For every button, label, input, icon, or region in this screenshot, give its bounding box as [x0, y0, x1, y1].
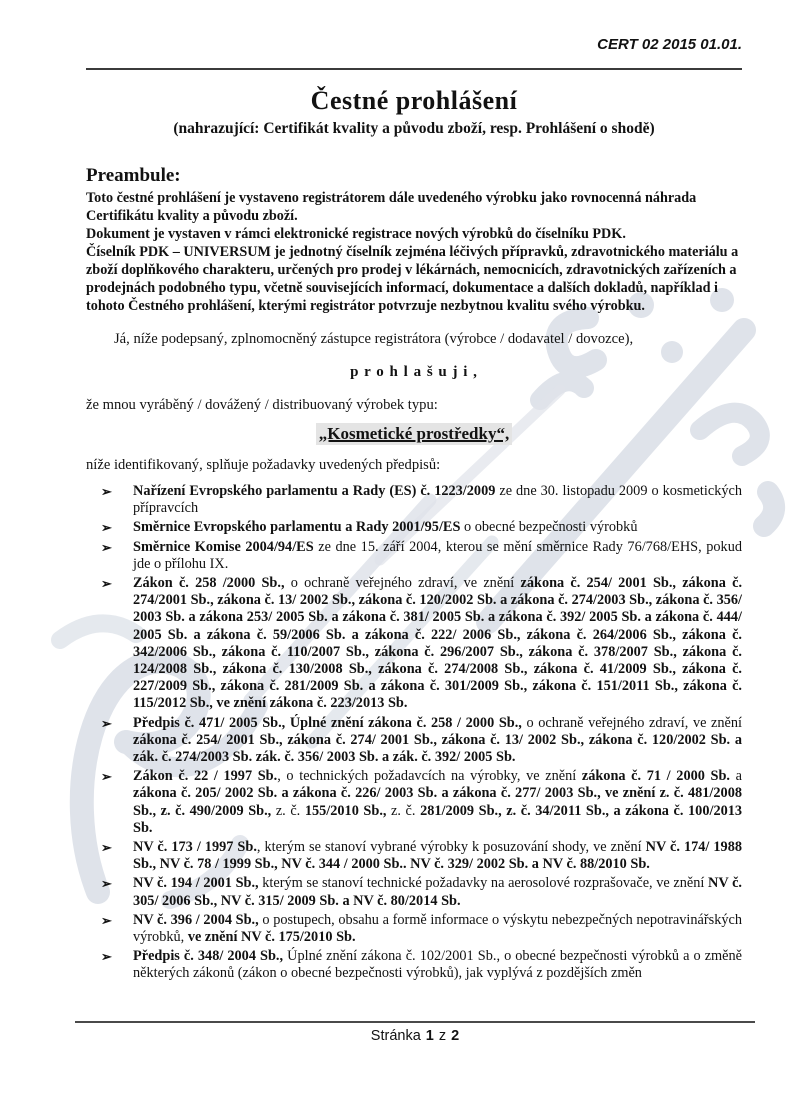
regulation-citation: Směrnice Evropského parlamentu a Rady 2001/95/ES — [133, 519, 461, 536]
regulation-item — [86, 948, 742, 982]
regulation-item — [86, 768, 742, 837]
regulation-item — [86, 912, 742, 946]
regulation-description: o obecné bezpečnosti výrobků — [460, 519, 638, 536]
regulation-citation: NV č. 173 / 1997 Sb. — [133, 839, 257, 856]
bullet-arrow-icon: ➢ — [101, 769, 112, 785]
regulation-citation: NV č. 174/ 1988 Sb., NV č. 78 / 1999 Sb., NV č. 344 / 2000 Sb.. NV č. 329/ 2002 Sb. a NV č. 88/2010 Sb. — [133, 839, 743, 873]
regulation-description: o ochraně veřejného zdraví, ve znění — [521, 714, 742, 731]
total-page-number: 2 — [451, 1028, 460, 1044]
regulation-description: kterým se stanoví technické požadavky na aerosolové rozprašovače, ve znění — [258, 875, 709, 892]
regulation-citation: Nařízení Evropského parlamentu a Rady (ES) č. 1223/2009 — [133, 483, 496, 499]
regulations-list — [86, 483, 742, 983]
regulation-description: z. č. — [271, 802, 305, 819]
regulation-citation: Zákon č. 22 / 1997 Sb. — [133, 768, 278, 785]
regulation-description: a — [730, 768, 743, 785]
regulation-description: , kterým se stanoví vybrané výrobky k posuzování shody, ve znění — [256, 839, 646, 856]
regulation-item — [86, 519, 742, 536]
document-title: Čestné prohlášení — [310, 86, 518, 115]
bullet-arrow-icon: ➢ — [101, 576, 112, 592]
page-word: Stránka — [370, 1028, 421, 1044]
page-footer — [75, 1021, 755, 1046]
regulation-description: ze dne 15. září 2004, kterou se mění směrnice Rady 76/768/EHS, pokud jde o přílohu IX. — [133, 538, 742, 572]
regulation-citation: Předpis č. 348/ 2004 Sb., — [133, 948, 284, 965]
regulation-item — [86, 483, 742, 517]
regulation-description: o postupech, obsahu a formě informace o výskytu nebezpečných nepotravinářských výrobků, — [133, 911, 743, 946]
product-name-wrap — [86, 423, 742, 445]
regulation-item — [86, 839, 742, 873]
bullet-arrow-icon: ➢ — [101, 876, 112, 892]
regulation-description: ze dne 30. listopadu 2009 o kosmetických přípravcích — [133, 483, 742, 517]
regulation-citation: zákona č. 254/ 2001 Sb., zákona č. 274/2001 Sb., zákona č. 13/ 2002 Sb., zákona č. 120/2002 Sb. a zákona č. 274/2003 Sb., zákona č. 356/ 2003 Sb. a zákona 253/ 2005 Sb. a zákona č. 381/ 2005 Sb. a zákona č. 392/ 2005 Sb. a zákona č. 444/ 2005 Sb. a zákona č. 59/2006 Sb. a zákona č. 222/ 2006 Sb., zákona č. 264/2006 Sb., zákona č. 342/2006 Sb., zákona č. 110/2007 Sb., zákona č. 296/2007 Sb., zákona č. 378/2007 Sb., zákona č. 124/2008 Sb., zákona č. 130/2008 Sb., zákona č. 274/2008 Sb., zákona č. 41/2009 Sb., zákona č. 227/2009 Sb., zákona č. 281/2009 Sb. a zákona č. 301/2009 Sb., zákona č. 151/2011 Sb., zákona č. 115/2012 Sb., ve znění zákona č. 223/2013 Sb. — [133, 575, 743, 712]
preamble-paragraph: Dokument je vystaven v rámci elektronické registrace nových výrobků do číselníku PDK. — [86, 226, 626, 242]
bullet-arrow-icon: ➢ — [101, 715, 112, 731]
regulation-citation: 281/2009 Sb., z. č. 34/2011 Sb., a zákona č. 100/2013 Sb. — [133, 802, 743, 836]
regulation-description: , o technických požadavcích na výrobky, ve znění — [277, 768, 582, 785]
regulation-citation: Směrnice Komise 2004/94/ES — [133, 538, 314, 555]
regulation-description: Úplné znění zákona č. 102/2001 Sb., o obecné bezpečnosti výrobků a o změně některých zákonů (zákon o obecné bezpečnosti výrobků), jak vyplývá z pozdějších změn — [133, 948, 742, 982]
declaration-word: p r o h l a š u j i , — [350, 364, 478, 380]
regulation-citation: 155/2010 Sb., — [304, 802, 387, 819]
regulation-description: z. č. — [386, 802, 421, 819]
regulation-citation: ve znění NV č. 175/2010 Sb. — [187, 929, 356, 946]
bullet-arrow-icon: ➢ — [101, 539, 112, 555]
declaration-intro: Já, níže podepsaný, zplnomocněný zástupce registrátora (výrobce / dodavatel / dovozce), — [114, 331, 634, 347]
regulation-citation: Zákon č. 258 /2000 Sb., — [133, 575, 285, 592]
regulation-citation: NV č. 305/ 2006 Sb., NV č. 315/ 2009 Sb. a NV č. 80/2014 Sb. — [133, 875, 742, 909]
bullet-arrow-icon: ➢ — [101, 484, 112, 499]
preamble-paragraph: Toto čestné prohlášení je vystaveno registrátorem dále uvedeného výrobku jako rovnocenná náhrada Certifikátu kvality a původu zboží. — [86, 190, 697, 224]
regulation-citation: Předpis č. 471/ 2005 Sb., Úplné znění zákona č. 258 / 2000 Sb., — [133, 714, 522, 731]
regulation-item — [86, 575, 742, 713]
product-type-line: že mnou vyráběný / dovážený / distribuovaný výrobek typu: — [86, 397, 438, 413]
regulation-citation: zákona č. 254/ 2001 Sb., zákona č. 274/ 2001 Sb., zákona č. 13/ 2002 Sb., zákona č. 120/2002 Sb. a zák. č. 274/2003 Sb. zák. č. 356/ 2003 Sb. a zák. č. 392/ 2005 Sb. — [133, 731, 742, 766]
regulation-citation: NV č. 396 / 2004 Sb., — [133, 911, 259, 928]
regulation-citation: zákona č. 205/ 2002 Sb. a zákona č. 226/ 2003 Sb. a zákona č. 277/ 2003 Sb., ve znění z. č. 481/2008 Sb., z. č. 490/2009 Sb., — [133, 785, 742, 819]
preamble-paragraph: Číselník PDK – UNIVERSUM je jednotný číselník zejména léčivých přípravků, zdravotnického materiálu a zboží doplňkového charakteru, určených pro prodej v lékárnách, nemocnicích, zdravotnických zařízeních a prodejnách podobného typu, včetně souvisejících informací, dokumentace a dalších dokladů, například i tohoto Čestného prohlášení, kterými registrátor potvrzuje nezbytnou kvalitu svého výrobku. — [86, 244, 739, 314]
compliance-line: níže identifikovaný, splňuje požadavky uvedených předpisů: — [86, 457, 441, 473]
footer-rule — [75, 1021, 755, 1023]
document-code: CERT 02 2015 01.01. — [597, 36, 742, 53]
header-rule — [86, 68, 742, 70]
bullet-arrow-icon: ➢ — [101, 912, 112, 928]
page-number-label — [371, 1026, 459, 1046]
bullet-arrow-icon: ➢ — [101, 949, 112, 965]
regulation-item — [86, 539, 742, 573]
regulation-citation: NV č. 194 / 2001 Sb., — [133, 875, 259, 892]
preamble-heading: Preambule: — [86, 165, 181, 186]
regulation-item — [86, 875, 742, 909]
regulation-item — [86, 715, 742, 767]
bullet-arrow-icon: ➢ — [101, 520, 112, 536]
current-page-number: 1 — [425, 1028, 434, 1044]
regulation-citation: zákona č. 71 / 2000 Sb. — [581, 768, 731, 785]
document-subtitle: (nahrazující: Certifikát kvality a původu zboží, resp. Prohlášení o shodě) — [173, 120, 655, 137]
of-word: z — [438, 1028, 447, 1044]
product-name-highlight: „Kosmetické prostředky“, — [316, 423, 512, 445]
bullet-arrow-icon: ➢ — [101, 840, 112, 856]
regulation-description: o ochraně veřejného zdraví, ve znění — [284, 575, 521, 592]
